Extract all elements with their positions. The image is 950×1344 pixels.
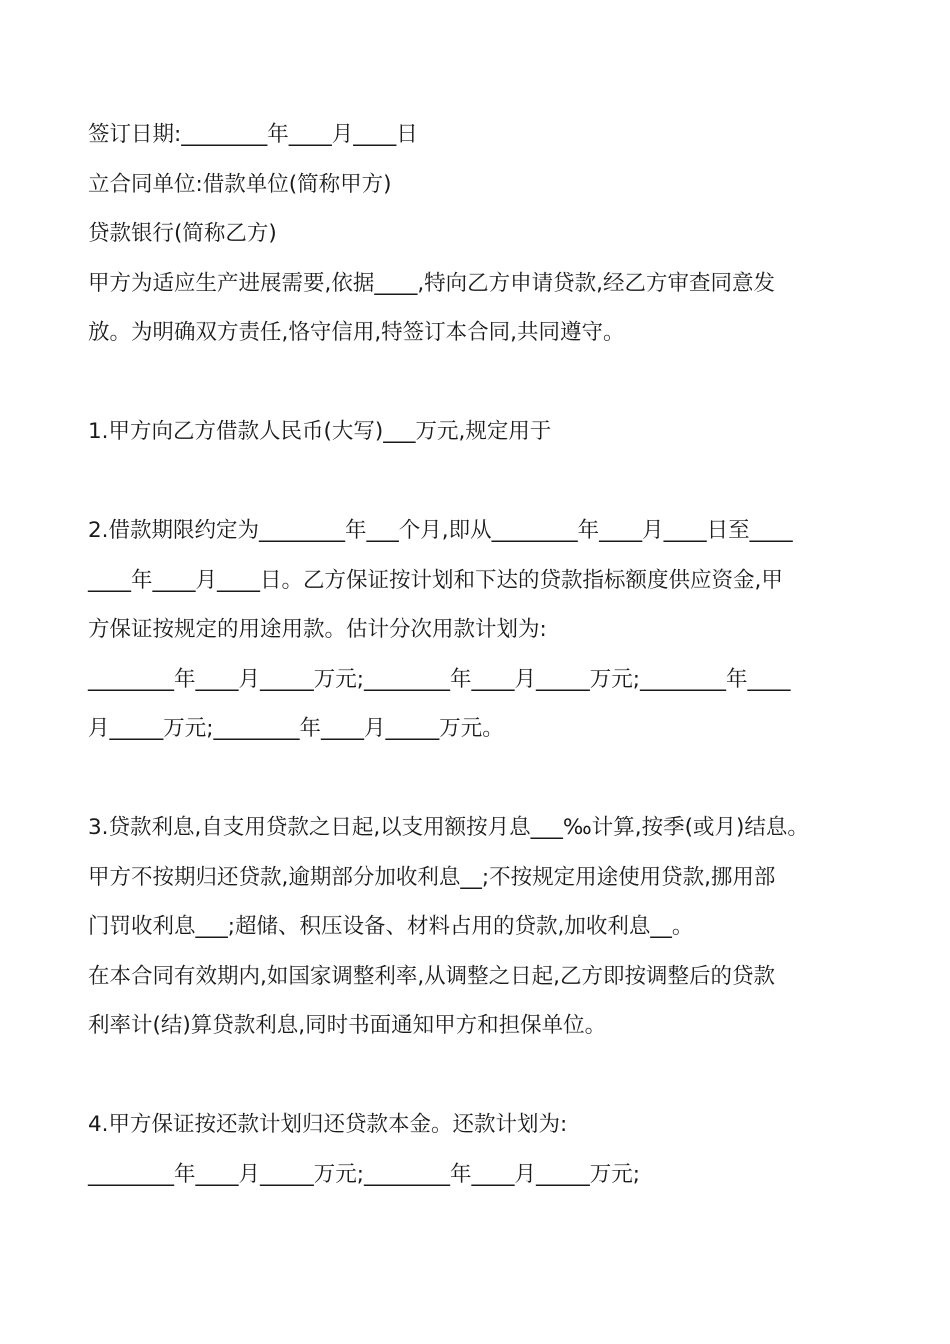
clause-2-line-2: ____年____月____日。乙方保证按计划和下达的贷款指标额度供应资金,甲 [88, 567, 783, 593]
clause-3-line-4: 在本合同有效期内,如国家调整利率,从调整之日起,乙方即按调整后的贷款 [88, 963, 776, 989]
paragraph-gap [88, 358, 878, 408]
paragraph-gap [88, 457, 878, 507]
clause-4-line-1: 4.甲方保证按还款计划归还贷款本金。还款计划为: [88, 1112, 568, 1137]
lender-bank-line: 贷款银行(简称乙方) [88, 221, 277, 246]
paragraph-gap [88, 1051, 878, 1101]
clause-3-line-3: 门罚收利息___;超储、积压设备、材料占用的贷款,加收利息__。 [88, 914, 694, 939]
contract-party-line: 立合同单位:借款单位(简称甲方) [88, 171, 392, 197]
document-body [88, 110, 878, 1199]
signing-date-line: 签订日期:________年____月____日 [88, 122, 418, 147]
clause-2-line-4: ________年____月_____万元;________年____月_____万元;________年____ [88, 666, 791, 692]
clause-2-line-3: 方保证按规定的用途用款。估计分次用款计划为: [88, 617, 547, 642]
intro-paragraph-line-2: 放。为明确双方责任,恪守信用,特签订本合同,共同遵守。 [88, 320, 625, 345]
clause-4-line-2: ________年____月_____万元;________年____月_____万元; [88, 1161, 640, 1187]
clause-3-line-5: 利率计(结)算贷款利息,同时书面通知甲方和担保单位。 [88, 1013, 607, 1038]
clause-2-line-5: 月_____万元;________年____月_____万元。 [88, 716, 504, 741]
clause-2-line-1: 2.借款期限约定为________年___个月,即从________年____月____日至____ [88, 518, 793, 543]
clause-3-line-1: 3.贷款利息,自支用贷款之日起,以支用额按月息___‰计算,按季(或月)结息。 [88, 815, 809, 840]
clause-1-line-1: 1.甲方向乙方借款人民币(大写)___万元,规定用于 [88, 419, 552, 444]
clause-3-line-2: 甲方不按期归还贷款,逾期部分加收利息__;不按规定用途使用贷款,挪用部 [88, 864, 776, 890]
intro-paragraph-line-1: 甲方为适应生产进展需要,依据____,特向乙方申请贷款,经乙方审查同意发 [88, 270, 776, 296]
paragraph-gap [88, 754, 878, 804]
